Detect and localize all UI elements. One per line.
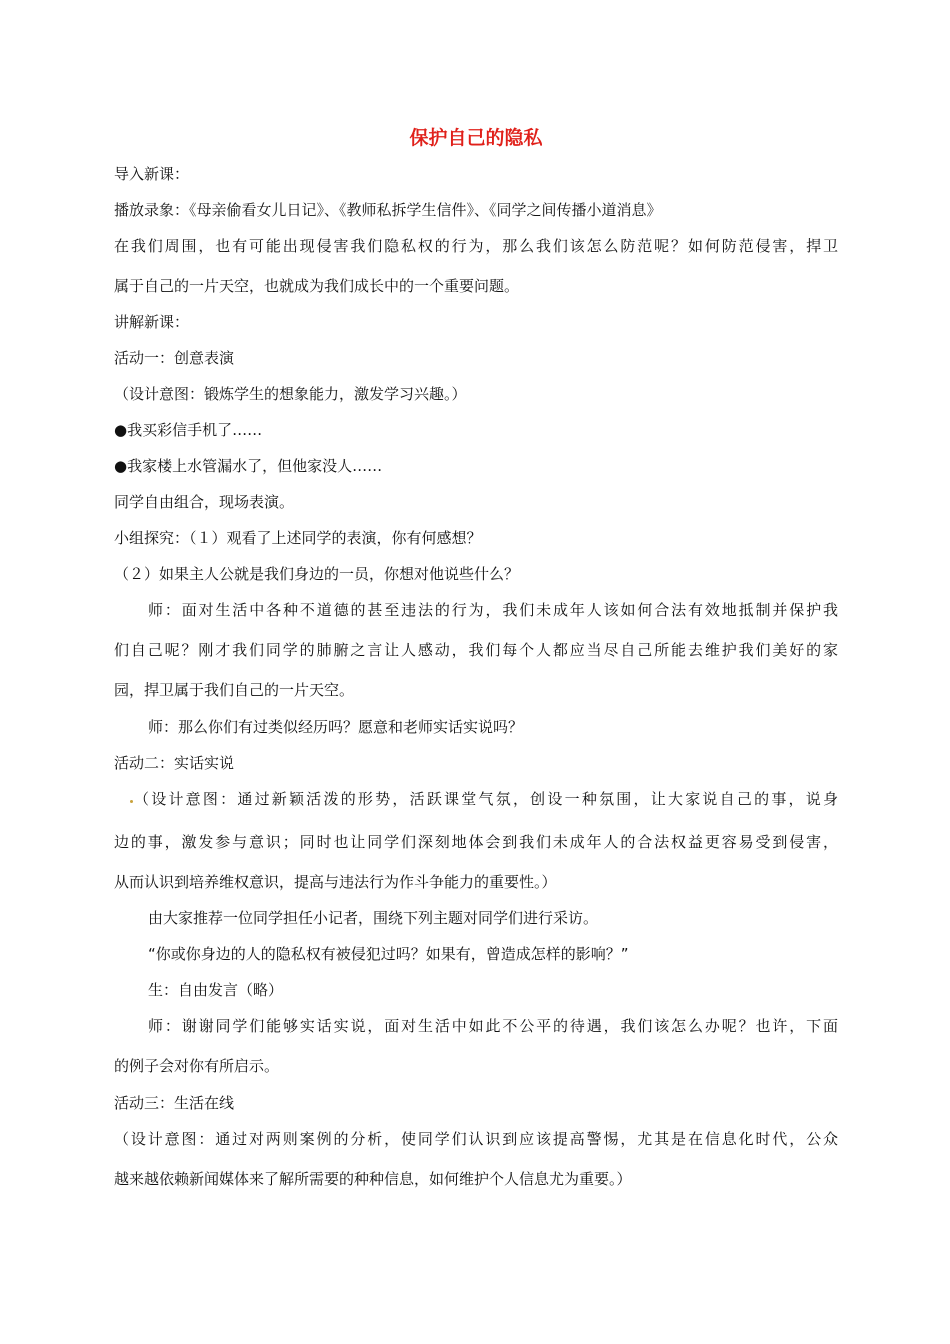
text-line: 播放录象：《母亲偷看女儿日记》、《教师私拆学生信件》、《同学之间传播小道消息》 [114, 201, 662, 219]
text-line: 师：谢谢同学们能够实话实说，面对生活中如此不公平的待遇，我们该怎么办呢？也许，下面 [148, 1017, 838, 1035]
text-line: 活动二：实话实说 [114, 754, 235, 772]
bullet-item: ●我家楼上水管漏水了，但他家没人…… [114, 457, 383, 475]
text-line: （设计意图：通过新颖活泼的形势，活跃课堂气氛，创设一种氛围，让大家说自己的事，说身 [134, 790, 838, 808]
text-line: 由大家推荐一位同学担任小记者，围绕下列主题对同学们进行采访。 [148, 909, 599, 927]
text-line: 生：自由发言（略） [148, 981, 284, 999]
text-line: 越来越依赖新闻媒体来了解所需要的种种信息，如何维护个人信息尤为重要。） [114, 1170, 632, 1188]
text-line: 们自己呢？刚才我们同学的肺腑之言让人感动，我们每个人都应当尽自己所能去维护我们美好的家 [114, 641, 838, 659]
text-line: 园，捍卫属于我们自己的一片天空。 [114, 681, 355, 699]
page-title: 保护自己的隐私 [409, 127, 543, 149]
text-line: 师：那么你们有过类似经历吗？愿意和老师实话实说吗？ [148, 718, 524, 736]
text-line: 的例子会对你有所启示。 [114, 1057, 280, 1075]
text-line: （设计意图：通过对两则案例的分析，使同学们认识到应该提高警惕，尤其是在信息化时代，公众 [114, 1130, 838, 1148]
text-line: 讲解新课： [114, 313, 190, 331]
text-line: 属于自己的一片天空，也就成为我们成长中的一个重要问题。 [114, 277, 520, 295]
text-line: 从而认识到培养维权意识，提高与违法行为作斗争能力的重要性。） [114, 873, 557, 891]
text-line: 活动三：生活在线 [114, 1094, 235, 1112]
dot-mark [130, 800, 133, 803]
text-line: “你或你身边的人的隐私权有被侵犯过吗？如果有，曾造成怎样的影响？” [148, 945, 629, 963]
text-line: 在我们周围，也有可能出现侵害我们隐私权的行为，那么我们该怎么防范呢？如何防范侵害，捍卫 [114, 237, 838, 255]
text-line: 同学自由组合，现场表演。 [114, 493, 295, 511]
text-line: 边的事，激发参与意识；同时也让同学们深刻地体会到我们未成年人的合法权益更容易受到侵害， [114, 833, 838, 851]
text-line: 小组探究：（１）观看了上述同学的表演，你有何感想？ [114, 529, 482, 547]
text-line: （设计意图：锻炼学生的想象能力，激发学习兴趣。） [114, 385, 467, 403]
text-line: 导入新课： [114, 165, 190, 183]
text-line: （２）如果主人公就是我们身边的一员，你想对他说些什么？ [114, 565, 520, 583]
text-line: 活动一：创意表演 [114, 349, 235, 367]
text-line: 师：面对生活中各种不道德的甚至违法的行为，我们未成年人该如何合法有效地抵制并保护我 [148, 601, 838, 619]
bullet-item: ●我买彩信手机了…… [114, 421, 263, 439]
